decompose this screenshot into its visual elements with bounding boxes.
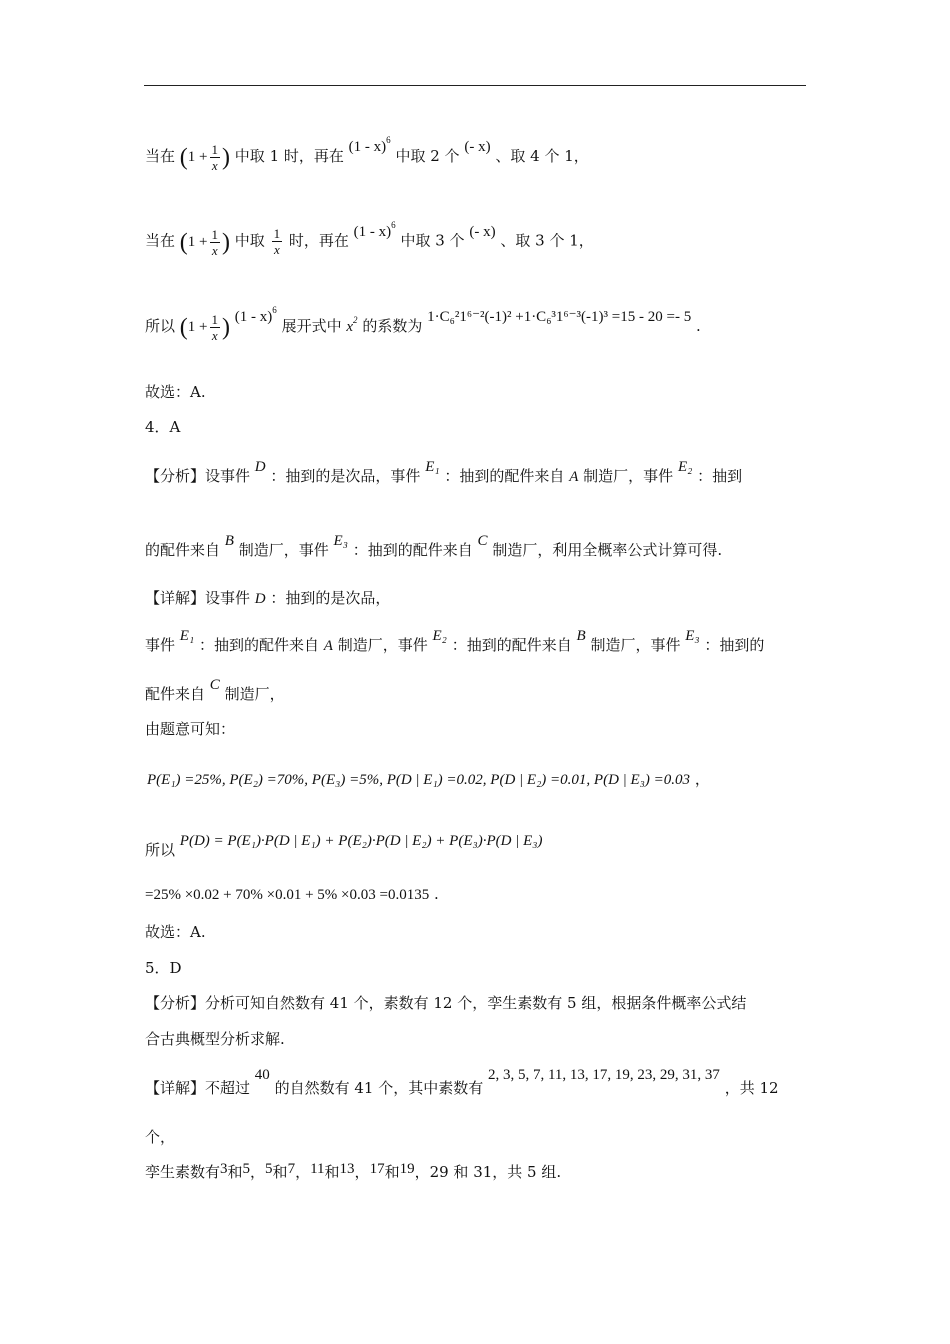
var-E2: E₂ <box>432 628 447 644</box>
analysis-text: 【分析】分析可知自然数有 41 个，素数有 12 个，孪生素数有 5 组，根据条件概率公式结 <box>145 994 747 1012</box>
header-rule <box>144 85 806 86</box>
text: ：抽到的配件来自 <box>451 636 572 654</box>
var-C: C <box>477 533 488 549</box>
text: ：抽到的配件来自 <box>352 541 473 559</box>
number: 13 <box>339 1161 355 1177</box>
text: 制造厂， <box>224 685 285 703</box>
text: 事件 <box>145 636 176 654</box>
text: ：抽到的是次品，事件 <box>270 467 421 485</box>
text: ：抽到的配件来自 <box>198 636 319 654</box>
number: 5 <box>265 1161 273 1177</box>
var-E3: E₃ <box>333 533 348 549</box>
text: 和 <box>272 1163 288 1181</box>
text: ， <box>295 1163 311 1181</box>
text: 中取 2 个 <box>395 146 460 165</box>
primes-list: 2, 3, 5, 7, 11, 13, 17, 19, 23, 29, 31, 37 <box>487 1067 720 1083</box>
var-E2: E₂ <box>677 459 693 475</box>
expr-1-minus-x-6: (1 - x)$^6$ <box>348 134 391 155</box>
text: . <box>433 885 439 903</box>
text: ，共 12 <box>724 1079 779 1097</box>
text: 制造厂，利用全概率公式计算可得. <box>492 541 723 559</box>
text: 孪生素数有 <box>145 1163 221 1181</box>
text: . <box>695 316 701 335</box>
var-D: D <box>254 459 266 475</box>
text-line-2 <box>145 219 594 258</box>
text: 【分析】设事件 <box>145 467 251 485</box>
var-E1: E₁ <box>179 628 195 644</box>
expr-1-minus-x-6: (1 - x)$^6$ <box>234 304 277 325</box>
analysis-line-2 <box>145 533 723 561</box>
text: 和 <box>324 1163 340 1181</box>
text: 、取 4 个 1， <box>495 146 589 165</box>
text: 制造厂，事件 <box>583 467 674 485</box>
text: ，29 和 31，共 5 组. <box>414 1163 562 1181</box>
text: 【详解】设事件 <box>145 589 251 607</box>
text-line: 个， <box>145 1128 176 1146</box>
question-number-5: 5．D <box>145 959 182 977</box>
detail-primes-line <box>145 1067 779 1099</box>
detail-line-1 <box>145 588 390 609</box>
number: 3 <box>220 1161 228 1177</box>
text: ：抽到的是次品， <box>270 589 391 607</box>
calculation-formula: =25% ×0.02 + 70% ×0.01 + 5% ×0.03 =0.0135 <box>145 887 430 903</box>
number: 7 <box>287 1161 296 1177</box>
analysis-line-1 <box>145 459 743 487</box>
text-line-3 <box>145 304 701 343</box>
calculation-line <box>145 884 439 905</box>
var-B: B <box>576 628 586 644</box>
number: 19 <box>399 1161 415 1177</box>
expr-minus-x: (- x) <box>464 138 491 155</box>
text: 配件来自 <box>145 685 206 703</box>
question-number-4: 4．A <box>145 418 181 436</box>
total-probability-line <box>145 830 543 859</box>
text: 制造厂，事件 <box>337 636 428 654</box>
expr-minus-x: (- x) <box>469 223 496 240</box>
number: 11 <box>310 1161 325 1177</box>
var-A: A <box>569 469 579 485</box>
fraction-1-over-x: $\frac{1}{x}$ <box>273 226 281 257</box>
var-E3: E₃ <box>685 628 700 644</box>
var-E1: E₁ <box>425 459 440 475</box>
text: 当在 <box>145 146 176 165</box>
analysis-text: 合古典概型分析求解. <box>145 1030 285 1048</box>
text: 中取 3 个 <box>400 231 465 250</box>
text: 当在 <box>145 231 176 250</box>
text: 和 <box>227 1163 243 1181</box>
probability-values-line <box>147 769 710 790</box>
factor-1-plus-1-over-x: (1 + $\frac{1}{x}$ ) <box>179 226 231 258</box>
number-40: 40 <box>254 1067 270 1083</box>
detail-line-2 <box>145 628 765 656</box>
number: 17 <box>369 1161 385 1177</box>
var-A: A <box>323 638 333 654</box>
var-x-squared: $x^2$ <box>346 314 358 335</box>
coefficient-formula: 1·C₆²1⁶⁻²(-1)² +1·C₆³1⁶⁻³(-1)³ =15 - 20 =- 5 <box>427 308 692 325</box>
answer-line: 故选：A. <box>145 923 206 941</box>
text-line: 由题意可知： <box>145 720 236 738</box>
text: ， <box>694 770 710 788</box>
text: ：抽到 <box>697 467 743 485</box>
text: 中取 1 时，再在 <box>234 146 344 165</box>
text: 展开式中 <box>281 316 342 335</box>
total-probability-formula: P(D) = P(E₁)·P(D | E₁) + P(E₂)·P(D | E₂) + P(E₃)·P(D | E₃) <box>179 833 543 849</box>
text: 制造厂，事件 <box>238 541 329 559</box>
var-B: B <box>224 533 234 549</box>
text: 、取 3 个 1， <box>500 231 594 250</box>
text: 的系数为 <box>362 316 423 335</box>
number: 5 <box>242 1161 251 1177</box>
text: 【详解】不超过 <box>145 1079 251 1097</box>
text: ：抽到的 <box>704 636 765 654</box>
text: 的配件来自 <box>145 541 221 559</box>
expr-1-minus-x-6: (1 - x)$^6$ <box>353 219 396 240</box>
answer-line: 故选：A. <box>145 383 206 401</box>
text: 制造厂，事件 <box>590 636 681 654</box>
text: 所以 <box>145 316 176 335</box>
detail-line-3 <box>145 677 285 705</box>
factor-1-plus-1-over-x: (1 + $\frac{1}{x}$ ) <box>179 142 231 173</box>
var-C: C <box>209 677 220 693</box>
text: 的自然数有 41 个，其中素数有 <box>274 1079 484 1097</box>
var-D: D <box>254 591 266 607</box>
probability-values: P(E₁) =25%, P(E₂) =70%, P(E₃) =5%, P(D | E₁) =0.02, P(D | E₂) =0.01, P(D | E₃) =0.03 <box>147 772 691 788</box>
factor-1-plus-1-over-x: (1 + $\frac{1}{x}$ ) <box>179 312 231 343</box>
text: 中取 <box>234 231 265 250</box>
text-line-1 <box>145 134 589 173</box>
text: ， <box>354 1163 370 1181</box>
text: 所以 <box>145 841 176 859</box>
text: ：抽到的配件来自 <box>444 467 565 485</box>
text: ， <box>250 1163 266 1181</box>
twin-primes-line <box>145 1162 561 1183</box>
text: 和 <box>384 1163 400 1181</box>
text: 时，再在 <box>288 231 349 250</box>
